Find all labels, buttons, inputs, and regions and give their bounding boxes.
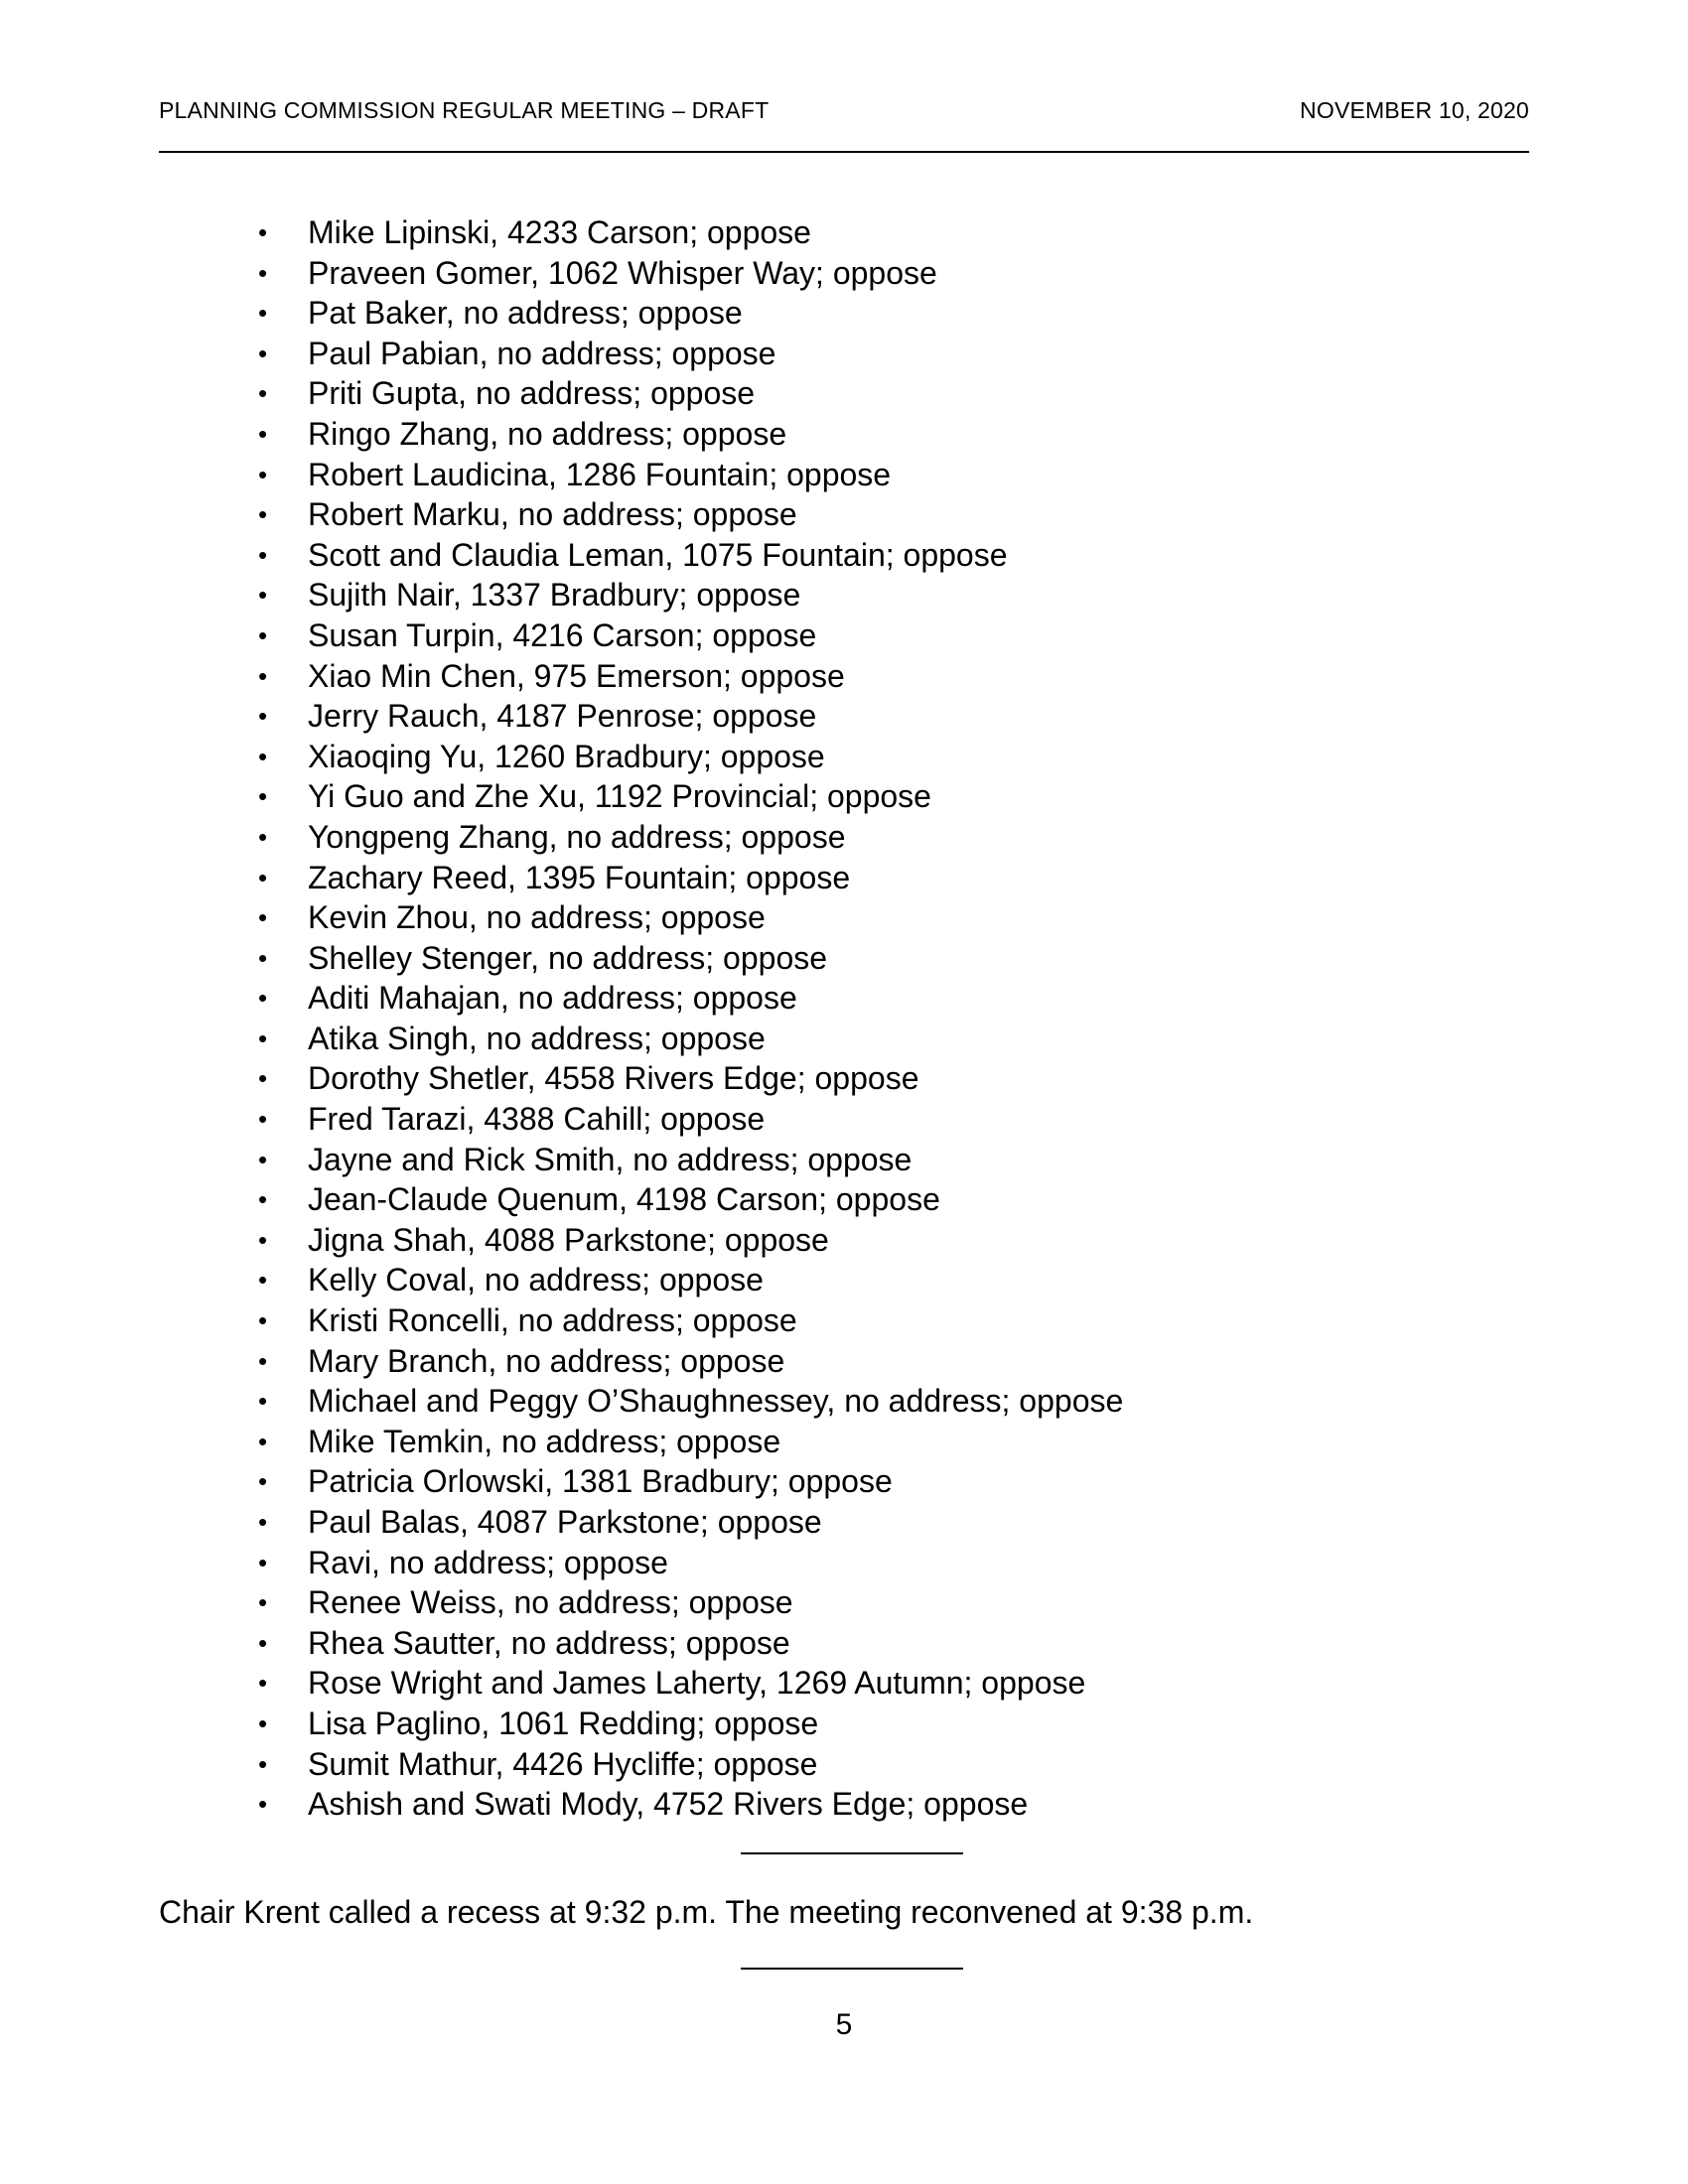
list-item-text: Robert Marku, no address; oppose bbox=[308, 496, 797, 533]
bullet-icon: • bbox=[258, 1386, 268, 1417]
list-item-text: Paul Balas, 4087 Parkstone; oppose bbox=[308, 1504, 822, 1540]
bullet-icon: • bbox=[258, 298, 268, 329]
list-item-text: Pat Baker, no address; oppose bbox=[308, 295, 743, 332]
bullet-icon: • bbox=[258, 1305, 268, 1336]
page-number: 5 bbox=[835, 2008, 853, 2041]
list-item bbox=[258, 1582, 1123, 1623]
list-item-text: Priti Gupta, no address; oppose bbox=[308, 375, 756, 412]
list-item bbox=[258, 858, 1123, 898]
bullet-icon: • bbox=[258, 1707, 268, 1738]
list-item-text: Renee Weiss, no address; oppose bbox=[308, 1584, 793, 1621]
list-item-text: Jigna Shah, 4088 Parkstone; oppose bbox=[308, 1221, 829, 1258]
list-item bbox=[258, 1502, 1123, 1543]
list-item bbox=[258, 1019, 1123, 1059]
bullet-icon: • bbox=[258, 1224, 268, 1255]
bullet-icon: • bbox=[258, 257, 268, 288]
bullet-icon: • bbox=[258, 1668, 268, 1699]
list-item-text: Zachary Reed, 1395 Fountain; oppose bbox=[308, 859, 851, 895]
list-item bbox=[258, 293, 1123, 334]
list-item bbox=[258, 978, 1123, 1019]
bullet-icon: • bbox=[258, 781, 268, 812]
list-item bbox=[258, 212, 1123, 253]
bullet-icon: • bbox=[258, 338, 268, 368]
bullet-icon: • bbox=[258, 1144, 268, 1174]
list-item bbox=[258, 253, 1123, 294]
bullet-icon: • bbox=[258, 1023, 268, 1053]
bullet-icon: • bbox=[258, 942, 268, 973]
list-item bbox=[258, 615, 1123, 656]
list-item-text: Yongpeng Zhang, no address; oppose bbox=[308, 818, 846, 855]
list-item bbox=[258, 1461, 1123, 1502]
list-item bbox=[258, 817, 1123, 858]
bullet-icon: • bbox=[258, 1063, 268, 1094]
list-item-text: Rose Wright and James Laherty, 1269 Autumn; oppose bbox=[308, 1665, 1086, 1702]
bullet-icon: • bbox=[258, 1426, 268, 1456]
bullet-icon: • bbox=[258, 1466, 268, 1497]
list-item bbox=[258, 897, 1123, 938]
document-title: PLANNING COMMISSION REGULAR MEETING – DRAFT bbox=[159, 97, 770, 123]
list-item bbox=[258, 1099, 1123, 1140]
list-item-text: Sumit Mathur, 4426 Hycliffe; oppose bbox=[308, 1745, 818, 1782]
list-item-text: Aditi Mahajan, no address; oppose bbox=[308, 980, 797, 1017]
list-item bbox=[258, 334, 1123, 374]
list-item-text: Kristi Roncelli, no address; oppose bbox=[308, 1302, 797, 1339]
bullet-icon: • bbox=[258, 619, 268, 650]
list-item-text: Lisa Paglino, 1061 Redding; oppose bbox=[308, 1705, 819, 1741]
list-item-text: Yi Guo and Zhe Xu, 1192 Provincial; oppose bbox=[308, 778, 931, 815]
list-item-text: Shelley Stenger, no address; oppose bbox=[308, 939, 828, 976]
bullet-icon: • bbox=[258, 1104, 268, 1135]
section-divider bbox=[741, 1968, 963, 1970]
section-divider bbox=[741, 1852, 963, 1854]
list-item bbox=[258, 1220, 1123, 1261]
list-item-text: Xiao Min Chen, 975 Emerson; oppose bbox=[308, 657, 845, 694]
list-item-text: Kelly Coval, no address; oppose bbox=[308, 1262, 764, 1298]
bullet-icon: • bbox=[258, 1265, 268, 1296]
list-item-text: Michael and Peggy O’Shaughnessey, no address; oppose bbox=[308, 1383, 1124, 1420]
list-item-text: Fred Tarazi, 4388 Cahill; oppose bbox=[308, 1101, 766, 1138]
bullet-icon: • bbox=[258, 983, 268, 1014]
list-item bbox=[258, 494, 1123, 535]
list-item-text: Mary Branch, no address; oppose bbox=[308, 1342, 785, 1379]
list-item bbox=[258, 1260, 1123, 1300]
list-item bbox=[258, 696, 1123, 737]
list-item bbox=[258, 373, 1123, 414]
list-item bbox=[258, 1744, 1123, 1785]
list-item bbox=[258, 1179, 1123, 1220]
bullet-icon: • bbox=[258, 1748, 268, 1779]
list-item-text: Jean-Claude Quenum, 4198 Carson; oppose bbox=[308, 1181, 940, 1218]
bullet-icon: • bbox=[258, 660, 268, 691]
list-item bbox=[258, 575, 1123, 615]
list-item-text: Ravi, no address; oppose bbox=[308, 1544, 668, 1580]
list-item bbox=[258, 414, 1123, 455]
list-item bbox=[258, 1341, 1123, 1382]
list-item-text: Patricia Orlowski, 1381 Bradbury; oppose bbox=[308, 1463, 893, 1500]
list-item bbox=[258, 1663, 1123, 1704]
list-item bbox=[258, 776, 1123, 817]
bullet-icon: • bbox=[258, 1547, 268, 1577]
list-item bbox=[258, 455, 1123, 495]
public-comment-list bbox=[258, 212, 1123, 1825]
list-item bbox=[258, 1543, 1123, 1583]
list-item-text: Mike Lipinski, 4233 Carson; oppose bbox=[308, 214, 811, 250]
bullet-icon: • bbox=[258, 902, 268, 933]
list-item bbox=[258, 1300, 1123, 1341]
bullet-icon: • bbox=[258, 580, 268, 611]
list-item-text: Robert Laudicina, 1286 Fountain; oppose bbox=[308, 456, 892, 492]
list-item bbox=[258, 1381, 1123, 1422]
list-item-text: Ringo Zhang, no address; oppose bbox=[308, 415, 787, 452]
list-item bbox=[258, 535, 1123, 576]
list-item-text: Rhea Sautter, no address; oppose bbox=[308, 1624, 790, 1661]
bullet-icon: • bbox=[258, 459, 268, 489]
list-item-text: Dorothy Shetler, 4558 Rivers Edge; oppose bbox=[308, 1060, 919, 1097]
bullet-icon: • bbox=[258, 1184, 268, 1215]
list-item-text: Ashish and Swati Mody, 4752 Rivers Edge; oppose bbox=[308, 1786, 1029, 1823]
list-item-text: Susan Turpin, 4216 Carson; oppose bbox=[308, 616, 817, 653]
list-item-text: Praveen Gomer, 1062 Whisper Way; oppose bbox=[308, 254, 937, 291]
list-item-text: Sujith Nair, 1337 Bradbury; oppose bbox=[308, 577, 801, 614]
bullet-icon: • bbox=[258, 862, 268, 892]
list-item bbox=[258, 938, 1123, 979]
bullet-icon: • bbox=[258, 701, 268, 732]
bullet-icon: • bbox=[258, 418, 268, 449]
list-item-text: Paul Pabian, no address; oppose bbox=[308, 335, 776, 371]
bullet-icon: • bbox=[258, 378, 268, 409]
meeting-date: NOVEMBER 10, 2020 bbox=[1300, 97, 1529, 123]
bullet-icon: • bbox=[258, 1507, 268, 1537]
bullet-icon: • bbox=[258, 217, 268, 247]
bullet-icon: • bbox=[258, 1789, 268, 1820]
list-item-text: Xiaoqing Yu, 1260 Bradbury; oppose bbox=[308, 738, 825, 774]
recess-note: Chair Krent called a recess at 9:32 p.m. The meeting reconvened at 9:38 p.m. bbox=[159, 1894, 1254, 1930]
list-item bbox=[258, 1623, 1123, 1664]
bullet-icon: • bbox=[258, 741, 268, 771]
list-item bbox=[258, 1422, 1123, 1462]
list-item-text: Jayne and Rick Smith, no address; oppose bbox=[308, 1141, 913, 1177]
list-item bbox=[258, 737, 1123, 777]
list-item bbox=[258, 1140, 1123, 1180]
bullet-icon: • bbox=[258, 539, 268, 570]
list-item-text: Jerry Rauch, 4187 Penrose; oppose bbox=[308, 698, 817, 735]
list-item bbox=[258, 1058, 1123, 1099]
list-item bbox=[258, 1784, 1123, 1825]
bullet-icon: • bbox=[258, 499, 268, 530]
list-item bbox=[258, 1704, 1123, 1744]
list-item-text: Mike Temkin, no address; oppose bbox=[308, 1423, 781, 1459]
bullet-icon: • bbox=[258, 1345, 268, 1376]
list-item-text: Atika Singh, no address; oppose bbox=[308, 1020, 766, 1056]
list-item-text: Scott and Claudia Leman, 1075 Fountain; oppose bbox=[308, 536, 1008, 573]
list-item-text: Kevin Zhou, no address; oppose bbox=[308, 899, 766, 936]
bullet-icon: • bbox=[258, 1587, 268, 1618]
list-item bbox=[258, 656, 1123, 697]
bullet-icon: • bbox=[258, 821, 268, 852]
page-header bbox=[159, 97, 1529, 153]
bullet-icon: • bbox=[258, 1627, 268, 1658]
